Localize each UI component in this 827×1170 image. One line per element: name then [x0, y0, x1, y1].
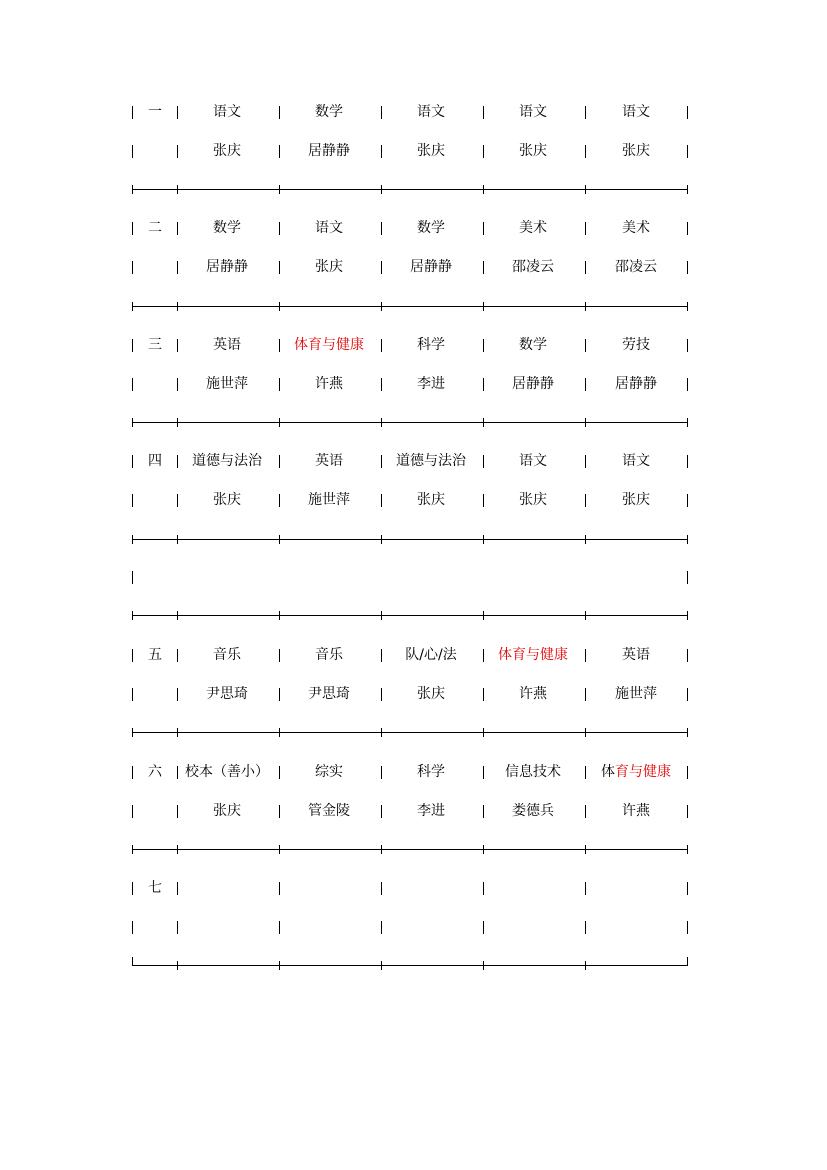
teacher-cell: 张庆: [622, 492, 650, 508]
subject-text-highlight: 育与健康: [615, 764, 671, 780]
cell-border: [381, 106, 382, 119]
cell-border: [177, 688, 178, 701]
separator-tick: [585, 728, 586, 737]
separator-tick: [483, 302, 484, 311]
teacher-cell: 张庆: [315, 259, 343, 275]
period-label: 七: [148, 880, 162, 896]
subject-cell: 音乐: [213, 647, 241, 663]
separator-tick: [381, 418, 382, 427]
cell-border: [132, 649, 133, 662]
cell-border: [585, 222, 586, 235]
separator-tick: [687, 845, 688, 854]
subject-cell: 体育与健康: [498, 647, 568, 663]
separator-tick: [279, 185, 280, 194]
cell-border: [279, 455, 280, 468]
cell-border: [687, 106, 688, 119]
cell-border: [132, 921, 133, 934]
cell-border: [381, 222, 382, 235]
row-separator: [132, 849, 688, 850]
subject-cell: 音乐: [315, 647, 343, 663]
period-label: 二: [148, 220, 162, 236]
cell-border: [687, 766, 688, 779]
subject-cell: 语文: [622, 453, 650, 469]
teacher-cell: 张庆: [213, 492, 241, 508]
cell-border: [177, 145, 178, 158]
cell-border: [483, 106, 484, 119]
teacher-cell: 施世萍: [615, 686, 657, 702]
teacher-cell: 居静静: [615, 376, 657, 392]
separator-tick: [483, 961, 484, 970]
subject-cell: 语文: [519, 453, 547, 469]
separator-tick: [585, 611, 586, 620]
subject-cell: 综实: [315, 764, 343, 780]
separator-tick: [585, 535, 586, 544]
cell-border: [279, 688, 280, 701]
teacher-cell: 张庆: [213, 143, 241, 159]
cell-border: [687, 649, 688, 662]
cell-border: [381, 882, 382, 895]
period-label: 五: [148, 647, 162, 663]
cell-border: [687, 494, 688, 507]
subject-cell: 英语: [213, 337, 241, 353]
cell-border: [381, 339, 382, 352]
cell-border: [279, 766, 280, 779]
separator-tick: [177, 185, 178, 194]
cell-border: [381, 921, 382, 934]
separator-tick: [687, 185, 688, 194]
subject-cell: 美术: [519, 220, 547, 236]
cell-border: [279, 339, 280, 352]
subject-cell: 语文: [213, 104, 241, 120]
cell-border: [381, 688, 382, 701]
cell-border: [177, 882, 178, 895]
teacher-cell: 李进: [417, 376, 445, 392]
separator-tick: [585, 845, 586, 854]
cell-border: [177, 455, 178, 468]
subject-cell: 英语: [622, 647, 650, 663]
separator-tick: [381, 611, 382, 620]
row-separator: [132, 965, 688, 966]
cell-border: [132, 106, 133, 119]
subject-cell: 数学: [213, 220, 241, 236]
separator-tick: [177, 302, 178, 311]
cell-border: [687, 805, 688, 818]
separator-tick: [585, 302, 586, 311]
cell-border: [687, 378, 688, 391]
cell-border: [687, 145, 688, 158]
cell-border: [279, 921, 280, 934]
cell-border: [483, 649, 484, 662]
separator-tick: [585, 185, 586, 194]
separator-tick: [279, 302, 280, 311]
cell-border: [132, 222, 133, 235]
separator-tick: [132, 845, 133, 854]
separator-tick: [687, 611, 688, 620]
cell-border: [132, 688, 133, 701]
cell-border: [177, 921, 178, 934]
teacher-cell: 尹思琦: [206, 686, 248, 702]
subject-text: 体: [601, 764, 615, 780]
cell-border: [687, 882, 688, 895]
cell-border: [483, 145, 484, 158]
subject-cell: 美术: [622, 220, 650, 236]
separator-tick: [687, 418, 688, 427]
separator-tick: [279, 535, 280, 544]
subject-cell: 校本（善小）: [185, 764, 269, 780]
separator-tick: [483, 611, 484, 620]
cell-border: [177, 766, 178, 779]
teacher-cell: 邵凌云: [615, 259, 657, 275]
cell-border: [279, 145, 280, 158]
cell-border: [177, 378, 178, 391]
row-separator: [132, 615, 688, 616]
separator-tick: [279, 418, 280, 427]
separator-tick: [132, 535, 133, 544]
separator-tick: [177, 728, 178, 737]
separator-tick: [132, 957, 133, 966]
teacher-cell: 邵凌云: [512, 259, 554, 275]
cell-border: [483, 688, 484, 701]
subject-cell: 语文: [519, 104, 547, 120]
separator-tick: [483, 845, 484, 854]
cell-border: [177, 494, 178, 507]
cell-border: [483, 921, 484, 934]
cell-border: [177, 649, 178, 662]
teacher-cell: 居静静: [512, 376, 554, 392]
cell-border: [177, 261, 178, 274]
row-separator: [132, 189, 688, 190]
cell-border: [687, 222, 688, 235]
cell-border: [483, 378, 484, 391]
separator-tick: [132, 185, 133, 194]
teacher-cell: 许燕: [315, 376, 343, 392]
cell-border: [483, 882, 484, 895]
cell-border: [381, 494, 382, 507]
separator-tick: [132, 302, 133, 311]
cell-border: [132, 455, 133, 468]
separator-tick: [279, 611, 280, 620]
cell-border: [687, 571, 688, 584]
teacher-cell: 张庆: [213, 803, 241, 819]
period-label: 三: [148, 337, 162, 353]
cell-border: [381, 145, 382, 158]
separator-tick: [132, 611, 133, 620]
cell-border: [381, 805, 382, 818]
cell-border: [585, 805, 586, 818]
separator-tick: [381, 961, 382, 970]
teacher-cell: 许燕: [519, 686, 547, 702]
cell-border: [177, 106, 178, 119]
separator-tick: [687, 728, 688, 737]
cell-border: [483, 222, 484, 235]
subject-cell: [601, 763, 671, 781]
cell-border: [687, 339, 688, 352]
teacher-cell: 居静静: [308, 143, 350, 159]
cell-border: [687, 455, 688, 468]
separator-tick: [132, 728, 133, 737]
cell-border: [381, 261, 382, 274]
cell-border: [585, 766, 586, 779]
teacher-cell: 管金陵: [308, 803, 350, 819]
cell-border: [483, 805, 484, 818]
cell-border: [687, 921, 688, 934]
cell-border: [279, 805, 280, 818]
separator-tick: [381, 535, 382, 544]
cell-border: [132, 145, 133, 158]
cell-border: [585, 688, 586, 701]
cell-border: [585, 378, 586, 391]
separator-tick: [381, 185, 382, 194]
subject-cell: 数学: [417, 220, 445, 236]
cell-border: [381, 455, 382, 468]
cell-border: [585, 106, 586, 119]
subject-cell: 队/心/法: [405, 647, 457, 663]
separator-tick: [381, 302, 382, 311]
period-label: 一: [148, 104, 162, 120]
cell-border: [132, 805, 133, 818]
subject-cell: 语文: [622, 104, 650, 120]
teacher-cell: 尹思琦: [308, 686, 350, 702]
cell-border: [483, 494, 484, 507]
subject-cell: 语文: [315, 220, 343, 236]
cell-border: [177, 339, 178, 352]
cell-border: [381, 378, 382, 391]
cell-border: [279, 882, 280, 895]
row-separator: [132, 422, 688, 423]
separator-tick: [585, 961, 586, 970]
separator-tick: [177, 845, 178, 854]
separator-tick: [687, 535, 688, 544]
teacher-cell: 李进: [417, 803, 445, 819]
period-label: 四: [148, 453, 162, 469]
cell-border: [279, 494, 280, 507]
cell-border: [585, 261, 586, 274]
subject-cell: 语文: [417, 104, 445, 120]
subject-cell: 科学: [417, 764, 445, 780]
teacher-cell: 张庆: [519, 492, 547, 508]
separator-tick: [177, 611, 178, 620]
cell-border: [279, 649, 280, 662]
separator-tick: [132, 418, 133, 427]
separator-tick: [177, 418, 178, 427]
separator-tick: [585, 418, 586, 427]
cell-border: [483, 455, 484, 468]
subject-cell: 劳技: [622, 337, 650, 353]
cell-border: [585, 455, 586, 468]
row-separator: [132, 732, 688, 733]
subject-cell: 数学: [315, 104, 343, 120]
separator-tick: [279, 961, 280, 970]
cell-border: [687, 261, 688, 274]
row-separator: [132, 539, 688, 540]
cell-border: [279, 106, 280, 119]
separator-tick: [687, 957, 688, 966]
teacher-cell: 张庆: [519, 143, 547, 159]
cell-border: [279, 261, 280, 274]
period-label: 六: [148, 764, 162, 780]
cell-border: [279, 378, 280, 391]
cell-border: [132, 882, 133, 895]
cell-border: [585, 882, 586, 895]
cell-border: [687, 688, 688, 701]
teacher-cell: 居静静: [410, 259, 452, 275]
cell-border: [585, 921, 586, 934]
separator-tick: [687, 302, 688, 311]
cell-border: [132, 494, 133, 507]
cell-border: [585, 145, 586, 158]
teacher-cell: 许燕: [622, 803, 650, 819]
subject-cell: 体育与健康: [294, 337, 364, 353]
teacher-cell: 张庆: [417, 686, 445, 702]
teacher-cell: 居静静: [206, 259, 248, 275]
cell-border: [585, 649, 586, 662]
cell-border: [132, 571, 133, 584]
cell-border: [279, 222, 280, 235]
separator-tick: [483, 535, 484, 544]
teacher-cell: 施世萍: [206, 376, 248, 392]
cell-border: [585, 494, 586, 507]
separator-tick: [483, 418, 484, 427]
separator-tick: [381, 845, 382, 854]
subject-cell: 道德与法治: [192, 453, 262, 469]
cell-border: [132, 339, 133, 352]
teacher-cell: 施世萍: [308, 492, 350, 508]
separator-tick: [483, 185, 484, 194]
teacher-cell: 张庆: [622, 143, 650, 159]
subject-cell: 道德与法治: [396, 453, 466, 469]
separator-tick: [279, 845, 280, 854]
separator-tick: [483, 728, 484, 737]
cell-border: [132, 378, 133, 391]
teacher-cell: 张庆: [417, 143, 445, 159]
cell-border: [483, 261, 484, 274]
cell-border: [177, 805, 178, 818]
separator-tick: [177, 961, 178, 970]
teacher-cell: 张庆: [417, 492, 445, 508]
cell-border: [381, 766, 382, 779]
subject-cell: 信息技术: [505, 764, 561, 780]
subject-cell: 英语: [315, 453, 343, 469]
separator-tick: [177, 535, 178, 544]
cell-border: [177, 222, 178, 235]
cell-border: [585, 339, 586, 352]
separator-tick: [381, 728, 382, 737]
subject-cell: 数学: [519, 337, 547, 353]
row-separator: [132, 306, 688, 307]
cell-border: [132, 261, 133, 274]
cell-border: [483, 339, 484, 352]
cell-border: [381, 649, 382, 662]
subject-cell: 科学: [417, 337, 445, 353]
teacher-cell: 娄德兵: [512, 803, 554, 819]
separator-tick: [279, 728, 280, 737]
cell-border: [483, 766, 484, 779]
cell-border: [132, 766, 133, 779]
